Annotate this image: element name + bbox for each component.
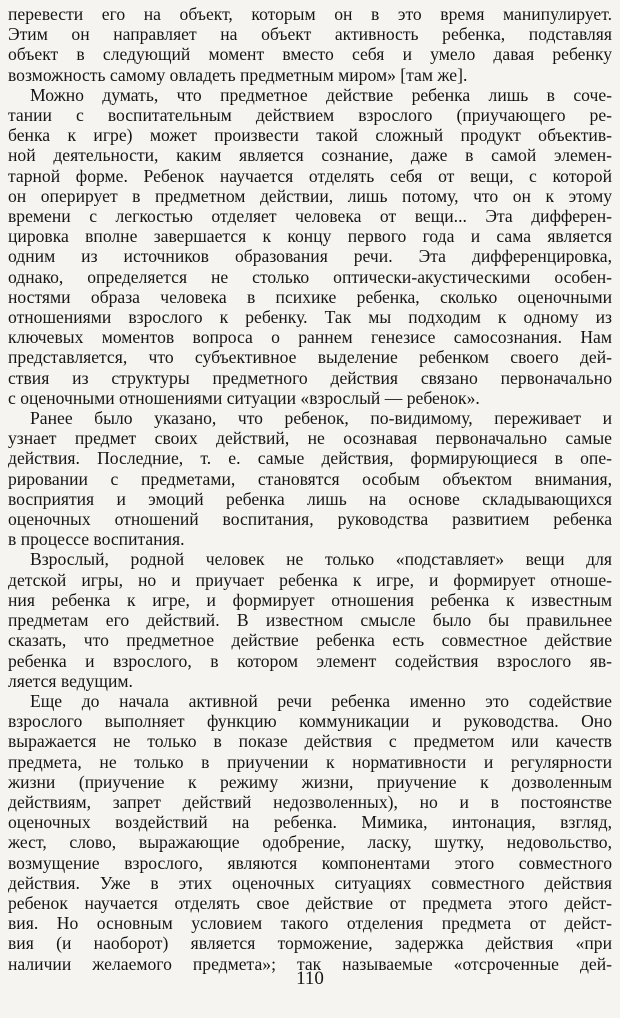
text-line: перевести его на объект, которым он в это время манипулирует.: [8, 4, 612, 24]
paragraph: [8, 691, 612, 974]
text-line: узнает предмет своих действий, не осознавая первоначально самые: [8, 428, 612, 449]
body-text: [8, 4, 612, 974]
text-line: наличии желаемого предмета»; так называемые «отсроченные дей-: [8, 953, 612, 974]
text-line: Ранее было указано, что ребенок, по-видимому, переживает и: [30, 408, 612, 429]
page-number: 110: [296, 968, 324, 989]
text-line: действиям, запрет действий недозволенных), но и в постоянстве: [8, 791, 612, 812]
text-line: Взрослый, родной человек не только «подставляет» вещи для: [30, 549, 612, 570]
text-line: он оперирует в предметном действии, лишь потому, что он к этому: [8, 185, 612, 206]
text-line: выражается не только в показе действия с предметом или качеств: [8, 731, 612, 752]
text-line: представляется, что субъективное выделение ребенком своего дей-: [8, 347, 612, 368]
text-line: Можно думать, что предметное действие ребенка лишь в соче-: [30, 84, 612, 105]
text-line: цировка вполне завершается к концу первого года и сама является: [8, 226, 612, 247]
text-line: рировании с предметами, становятся особым объектом внимания,: [8, 468, 612, 489]
text-line: детской игры, но и приучает ребенка к игре, и формирует отноше-: [8, 569, 612, 590]
text-line: бенка к игре) может произвести такой сложный продукт объектив-: [8, 125, 612, 146]
text-line: сказать, что предметное действие ребенка есть совместное действие: [8, 630, 612, 651]
text-line: ностями образа человека в психике ребенка, сколько оценочными: [8, 286, 612, 307]
text-line: действия. Уже в этих оценочных ситуациях совместного действия: [8, 872, 612, 893]
text-line: однако, определяется не столько оптически-акустическими особен-: [8, 266, 612, 287]
text-line: жест, слово, выражающие одобрение, ласку, шутку, недовольство,: [8, 832, 612, 853]
text-line: ния ребенка к игре, и формирует отношения ребенка к известным: [8, 589, 612, 610]
text-line: вия (и наоборот) является торможение, задержка действия «при: [8, 933, 612, 954]
text-line: ляется ведущим.: [8, 670, 133, 691]
text-line: взрослого выполняет функцию коммуникации и руководства. Оно: [8, 711, 612, 732]
paragraph: [8, 549, 612, 690]
text-line: с оценочными отношениями ситуации «взрослый — ребенок».: [8, 387, 480, 408]
text-line: жизни (приучение к режиму жизни, приучение к дозволенным: [8, 771, 612, 792]
text-line: времени с легкостью отделяет человека от вещи... Эта дифферен-: [8, 206, 612, 227]
paragraph: [8, 85, 612, 408]
text-line: предмета, не только в приучении к нормативности и регулярности: [8, 751, 612, 772]
text-line: тарной форме. Ребенок научается отделять себя от вещи, с которой: [8, 165, 612, 186]
text-line: ребенок научается отделять свое действие от предмета этого дейст-: [8, 892, 612, 913]
text-line: Еще до начала активной речи ребенка именно это содействие: [30, 690, 612, 711]
text-line: вия. Но основным условием такого отделения предмета от дейст-: [8, 913, 612, 934]
text-line: Этим он направляет на объект активность ребенка, подставляя: [8, 24, 612, 45]
text-line: восприятия и эмоций ребенка лишь на основе складывающихся: [8, 488, 612, 509]
text-line: объект в следующий момент вместо себя и умело давая ребенку: [8, 44, 612, 65]
text-line: оценочных отношений воспитания, руководства развитием ребенка: [8, 509, 612, 530]
text-line: ной деятельности, каким является сознание, даже в самой элемен-: [8, 145, 612, 166]
text-line: оценочных воздействий на ребенка. Мимика, интонация, взгляд,: [8, 812, 612, 833]
text-line: ключевых моментов вопроса о раннем генезисе самосознания. Нам: [8, 327, 612, 348]
text-line: возмущение взрослого, являются компонентами этого совместного: [8, 852, 612, 873]
paragraph: [8, 408, 612, 549]
text-line: предметам его действий. В известном смысле было бы правильнее: [8, 610, 612, 631]
text-line: ребенка и взрослого, в котором элемент содействия взрослого яв-: [8, 650, 612, 671]
text-line: ствия из структуры предметного действия связано первоначально: [8, 367, 612, 388]
text-line: действия. Последние, т. е. самые действия, формирующиеся в опе-: [8, 448, 612, 469]
text-line: в процессе воспитания.: [8, 529, 185, 550]
text-line: тании с воспитательным действием взрослого (приучающего ре-: [8, 105, 612, 126]
text-line: одним из источников образования речи. Эта дифференцировка,: [8, 246, 612, 267]
paragraph: [8, 4, 612, 85]
text-line: отношениями взрослого к ребенку. Так мы подходим к одному из: [8, 307, 612, 328]
text-line: возможность самому овладеть предметным миром» [там же].: [8, 64, 468, 85]
